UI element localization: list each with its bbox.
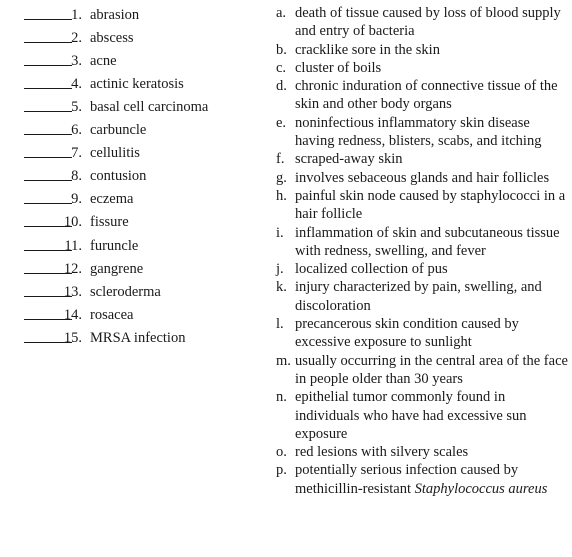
definition-item bbox=[276, 443, 568, 461]
definition-text: epithelial tumor commonly found in individuals who have had excessive sun exposure bbox=[295, 389, 527, 442]
definition-item bbox=[276, 224, 568, 261]
term-row bbox=[0, 121, 260, 141]
term-row bbox=[0, 190, 260, 210]
definition-text: potentially serious infection caused by methicillin-resistant Staphylococcus aureus bbox=[295, 462, 548, 497]
term-row bbox=[0, 6, 260, 26]
term-number: 9. bbox=[71, 191, 82, 208]
term-number: 3. bbox=[71, 53, 82, 70]
definition-item bbox=[276, 169, 568, 187]
definition-item bbox=[276, 388, 568, 443]
term-number: 4. bbox=[71, 76, 82, 93]
term-label: abscess bbox=[90, 30, 134, 47]
definition-letter: b. bbox=[276, 41, 287, 58]
term-number: 14. bbox=[63, 306, 82, 323]
term-row bbox=[0, 329, 260, 349]
definition-letter: i. bbox=[276, 224, 284, 241]
definition-item bbox=[276, 260, 568, 278]
term-label: carbuncle bbox=[90, 122, 147, 139]
definition-text: precancerous skin condition caused by excessive exposure to sunlight bbox=[295, 316, 519, 351]
term-label: rosacea bbox=[90, 306, 134, 323]
term-number: 8. bbox=[71, 168, 82, 185]
term-number: 12. bbox=[63, 260, 82, 277]
definition-item bbox=[276, 59, 568, 77]
definition-text: painful skin node caused by staphylococci in a hair follicle bbox=[295, 187, 566, 223]
definition-letter: n. bbox=[276, 389, 287, 406]
definition-letter: e. bbox=[276, 114, 287, 131]
definition-item bbox=[276, 352, 568, 389]
term-row bbox=[0, 167, 260, 187]
definition-item bbox=[276, 41, 568, 59]
definition-letter: l. bbox=[276, 316, 284, 333]
term-row bbox=[0, 144, 260, 164]
term-row bbox=[0, 237, 260, 257]
term-label: gangrene bbox=[90, 260, 144, 277]
definition-text: red lesions with silvery scales bbox=[295, 444, 469, 461]
term-number: 15. bbox=[63, 329, 82, 346]
term-label: scleroderma bbox=[90, 283, 161, 300]
term-number: 10. bbox=[63, 214, 82, 231]
definition-item bbox=[276, 278, 568, 315]
definition-item bbox=[276, 461, 568, 498]
definition-text: scraped-away skin bbox=[295, 151, 403, 168]
definition-letter: a. bbox=[276, 5, 287, 21]
definition-text: usually occurring in the central area of the face in people older than 30 years bbox=[295, 352, 568, 387]
term-row bbox=[0, 29, 260, 49]
term-row bbox=[0, 260, 260, 280]
term-number: 1. bbox=[71, 7, 82, 23]
term-label: cellulitis bbox=[90, 145, 140, 162]
definition-letter: d. bbox=[276, 78, 287, 95]
definition-item bbox=[276, 150, 568, 168]
definition-letter: o. bbox=[276, 444, 287, 461]
definition-text: cluster of boils bbox=[295, 59, 382, 76]
term-label: contusion bbox=[90, 168, 147, 185]
definition-letter: g. bbox=[276, 169, 287, 186]
term-number: 2. bbox=[71, 30, 82, 47]
definition-text: inflammation of skin and subcutaneous tissue with redness, swelling, and fever bbox=[295, 224, 560, 259]
definitions-column bbox=[276, 4, 568, 498]
term-label: MRSA infection bbox=[90, 329, 186, 346]
definition-text: localized collection of pus bbox=[295, 261, 448, 278]
term-number: 13. bbox=[63, 283, 82, 300]
term-number: 5. bbox=[71, 99, 82, 116]
definition-item bbox=[276, 77, 568, 114]
definition-text: noninfectious inflammatory skin disease having redness, blisters, scabs, and itching bbox=[295, 114, 542, 150]
definition-text: chronic induration of connective tissue of the skin and other body organs bbox=[295, 78, 558, 113]
definition-item bbox=[276, 315, 568, 352]
term-row bbox=[0, 52, 260, 72]
term-row bbox=[0, 283, 260, 303]
definition-letter: h. bbox=[276, 187, 287, 204]
definition-text: death of tissue caused by loss of blood supply and entry of bacteria bbox=[295, 5, 561, 40]
definition-letter: j. bbox=[276, 261, 284, 278]
term-row bbox=[0, 75, 260, 95]
definition-item bbox=[276, 4, 568, 41]
term-row bbox=[0, 213, 260, 233]
definition-letter: c. bbox=[276, 59, 287, 76]
definition-letter: p. bbox=[276, 462, 287, 479]
term-number: 7. bbox=[71, 145, 82, 162]
term-label: eczema bbox=[90, 191, 134, 208]
definition-letter: k. bbox=[276, 279, 287, 296]
term-row bbox=[0, 306, 260, 326]
definition-item bbox=[276, 114, 568, 151]
term-label: furuncle bbox=[90, 237, 139, 254]
term-label: acne bbox=[90, 53, 117, 70]
definition-item bbox=[276, 187, 568, 224]
definition-text: injury characterized by pain, swelling, and discoloration bbox=[295, 279, 542, 314]
term-number: 11. bbox=[64, 237, 82, 254]
term-row bbox=[0, 98, 260, 118]
definition-letter: m. bbox=[276, 352, 291, 369]
term-label: abrasion bbox=[90, 7, 140, 23]
definition-letter: f. bbox=[276, 151, 285, 168]
term-label: fissure bbox=[90, 214, 129, 231]
definition-text: involves sebaceous glands and hair follicles bbox=[295, 169, 550, 186]
term-number: 6. bbox=[71, 122, 82, 139]
term-label: basal cell carcinoma bbox=[90, 99, 209, 116]
term-label: actinic keratosis bbox=[90, 76, 184, 93]
definition-text: cracklike sore in the skin bbox=[295, 41, 440, 58]
